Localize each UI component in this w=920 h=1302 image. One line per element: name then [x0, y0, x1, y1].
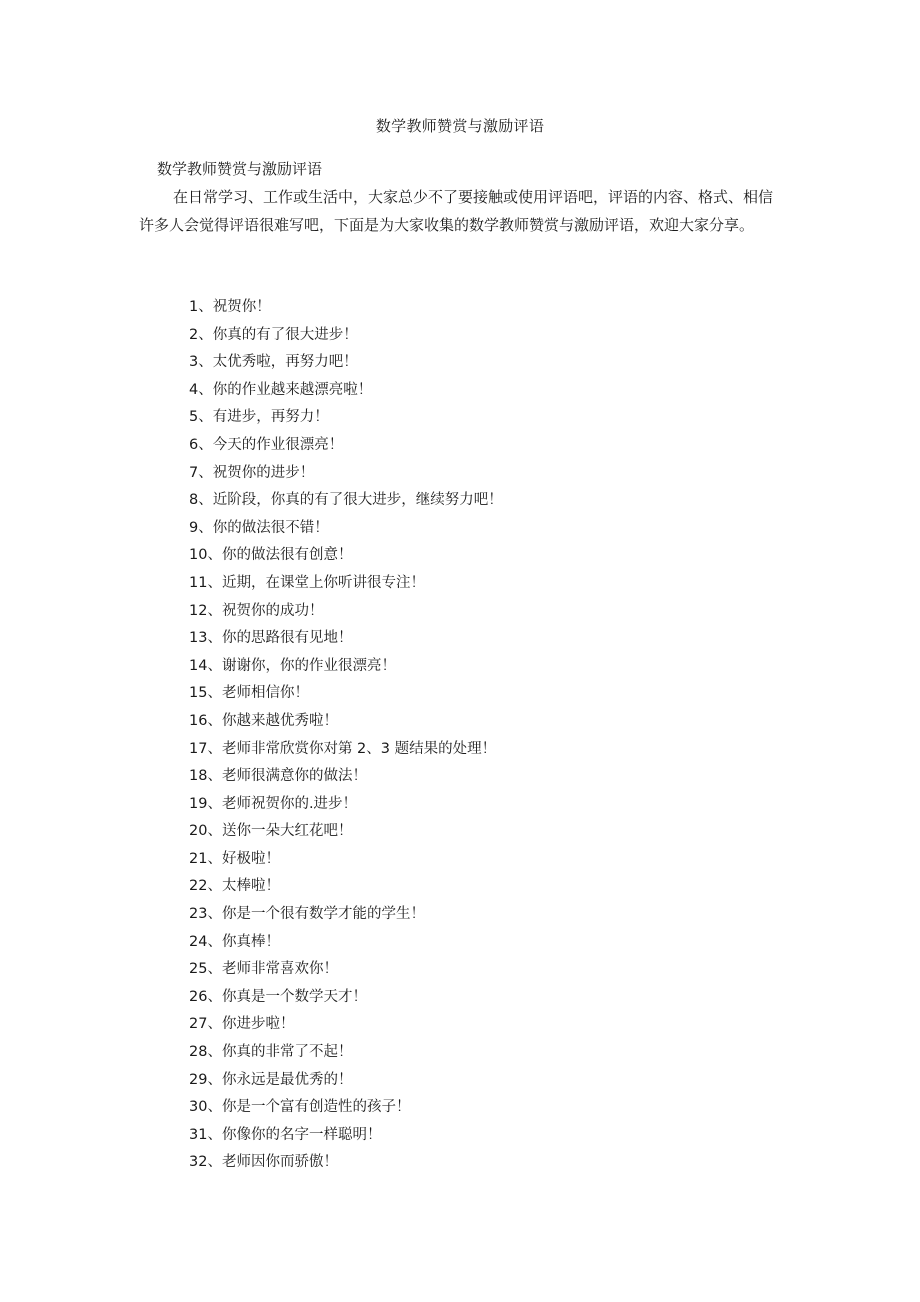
list-item-number: 5 — [189, 409, 199, 426]
list-item-text: 你真棒！ — [221, 933, 280, 950]
list-item-text: 你是一个富有创造性的孩子！ — [221, 1099, 411, 1116]
list-item-number: 21 — [189, 850, 208, 867]
list-item-number: 31 — [189, 1126, 208, 1143]
list-item-separator: 、 — [207, 574, 222, 591]
list-item-number: 24 — [189, 933, 208, 950]
list-item-separator: 、 — [198, 436, 213, 453]
list-item-number: 26 — [189, 988, 208, 1005]
list-item — [189, 846, 503, 874]
list-item-text: 老师因你而骄傲！ — [221, 1154, 338, 1171]
list-item-separator: 、 — [207, 1071, 222, 1088]
list-item-separator: 、 — [207, 740, 222, 757]
list-item-separator: 、 — [207, 602, 222, 619]
list-item-separator: 、 — [198, 354, 213, 371]
list-item-separator: 、 — [198, 519, 213, 536]
list-item-number: 9 — [189, 519, 199, 536]
list-item-number: 11 — [189, 574, 208, 591]
list-item — [189, 1149, 503, 1177]
list-item — [189, 1122, 503, 1150]
list-item-separator: 、 — [198, 492, 213, 509]
list-item-text: 祝贺你的进步！ — [212, 464, 315, 481]
list-item-text: 你真的非常了不起！ — [221, 1044, 353, 1061]
list-item-text: 好极啦！ — [221, 850, 280, 867]
list-item-number: 23 — [189, 906, 208, 923]
list-item-number: 16 — [189, 712, 208, 729]
list-item-separator: 、 — [207, 1154, 222, 1171]
list-item-text: 老师非常欣赏你对第 2、3 题结果的处理！ — [221, 740, 497, 757]
list-item — [189, 1094, 503, 1122]
list-item — [189, 653, 503, 681]
list-item-text: 你越来越优秀啦！ — [221, 712, 338, 729]
list-item-separator: 、 — [207, 988, 222, 1005]
list-item-separator: 、 — [207, 547, 222, 564]
list-item-text: 老师很满意你的做法！ — [221, 768, 367, 785]
list-item — [189, 570, 503, 598]
list-item-separator: 、 — [207, 850, 222, 867]
list-item — [189, 736, 503, 764]
list-item — [189, 432, 503, 460]
list-item-text: 你的做法很不错！ — [212, 519, 329, 536]
list-item-separator: 、 — [207, 685, 222, 702]
list-item — [189, 487, 503, 515]
list-item — [189, 460, 503, 488]
list-item-separator: 、 — [198, 464, 213, 481]
list-item-separator: 、 — [207, 1099, 222, 1116]
list-item — [189, 625, 503, 653]
list-item-text: 你是一个很有数学才能的学生！ — [221, 906, 425, 923]
list-item — [189, 377, 503, 405]
list-item — [189, 680, 503, 708]
list-item-text: 太优秀啦，再努力吧！ — [212, 354, 358, 371]
list-item-text: 老师非常喜欢你！ — [221, 961, 338, 978]
list-item — [189, 1067, 503, 1095]
list-item-separator: 、 — [207, 712, 222, 729]
list-item-text: 祝贺你的成功！ — [221, 602, 324, 619]
document-subtitle: 数学教师赞赏与激励评语 — [157, 160, 323, 178]
comment-list — [189, 294, 503, 1177]
page-title: 数学教师赞赏与激励评语 — [375, 117, 545, 135]
list-item-text: 祝贺你！ — [212, 299, 271, 315]
list-item-separator: 、 — [207, 961, 222, 978]
list-item-text: 今天的作业很漂亮！ — [212, 436, 344, 453]
list-item-number: 30 — [189, 1099, 208, 1116]
list-item — [189, 984, 503, 1012]
list-item-text: 你永远是最优秀的！ — [221, 1071, 353, 1088]
list-item-number: 28 — [189, 1044, 208, 1061]
list-item-number: 8 — [189, 492, 199, 509]
list-item-text: 近期，在课堂上你听讲很专注！ — [221, 574, 425, 591]
list-item-number: 18 — [189, 768, 208, 785]
list-item-text: 你真是一个数学天才！ — [221, 988, 367, 1005]
list-item-text: 你进步啦！ — [221, 1016, 295, 1033]
list-item-number: 25 — [189, 961, 208, 978]
list-item-number: 10 — [189, 547, 208, 564]
list-item-number: 2 — [189, 326, 199, 343]
list-item-separator: 、 — [207, 1044, 222, 1061]
list-item-separator: 、 — [207, 933, 222, 950]
list-item — [189, 929, 503, 957]
list-item-text: 太棒啦！ — [221, 878, 280, 895]
list-item-text: 送你一朵大红花吧！ — [221, 823, 353, 840]
list-item — [189, 515, 503, 543]
list-item-number: 29 — [189, 1071, 208, 1088]
list-item-number: 15 — [189, 685, 208, 702]
list-item-number: 32 — [189, 1154, 208, 1171]
list-item — [189, 763, 503, 791]
list-item — [189, 542, 503, 570]
list-item-text: 老师祝贺你的.进步！ — [221, 795, 358, 812]
list-item-text: 你的思路很有见地！ — [221, 630, 353, 647]
list-item-number: 12 — [189, 602, 208, 619]
list-item-number: 3 — [189, 354, 199, 371]
list-item-text: 你像你的名字一样聪明！ — [221, 1126, 382, 1143]
list-item-separator: 、 — [207, 823, 222, 840]
list-item-separator: 、 — [198, 299, 213, 315]
list-item-separator: 、 — [207, 878, 222, 895]
list-item-separator: 、 — [198, 326, 213, 343]
list-item — [189, 322, 503, 350]
list-item — [189, 349, 503, 377]
list-item — [189, 901, 503, 929]
list-item-text: 你的做法很有创意！ — [221, 547, 353, 564]
list-item-separator: 、 — [207, 1016, 222, 1033]
list-item — [189, 294, 503, 322]
list-item — [189, 708, 503, 736]
list-item — [189, 873, 503, 901]
intro-paragraph: 在日常学习、工作或生活中，大家总少不了要接触或使用评语吧，评语的内容、格式、相信许多人会觉得评语很难写吧，下面是为大家收集的数学教师赞赏与激励评语，欢迎大家分享。 — [139, 188, 774, 234]
list-item — [189, 598, 503, 626]
list-item-separator: 、 — [198, 381, 213, 398]
list-item-separator: 、 — [207, 795, 222, 812]
list-item-separator: 、 — [198, 409, 213, 426]
list-item-number: 19 — [189, 795, 208, 812]
list-item — [189, 791, 503, 819]
list-item-number: 7 — [189, 464, 199, 481]
list-item — [189, 1011, 503, 1039]
list-item-number: 14 — [189, 657, 208, 674]
list-item-separator: 、 — [207, 1126, 222, 1143]
list-item-number: 20 — [189, 823, 208, 840]
list-item-separator: 、 — [207, 906, 222, 923]
list-item — [189, 404, 503, 432]
list-item — [189, 818, 503, 846]
list-item-separator: 、 — [207, 768, 222, 785]
list-item-number: 27 — [189, 1016, 208, 1033]
list-item-text: 谢谢你，你的作业很漂亮！ — [221, 657, 396, 674]
list-item-text: 你真的有了很大进步！ — [212, 326, 358, 343]
list-item-number: 17 — [189, 740, 208, 757]
list-item — [189, 956, 503, 984]
list-item — [189, 1039, 503, 1067]
list-item-separator: 、 — [207, 657, 222, 674]
list-item-number: 22 — [189, 878, 208, 895]
list-item-text: 有进步，再努力！ — [212, 409, 329, 426]
list-item-number: 6 — [189, 436, 199, 453]
list-item-number: 4 — [189, 381, 199, 398]
list-item-text: 你的作业越来越漂亮啦！ — [212, 381, 373, 398]
list-item-number: 1 — [189, 299, 199, 315]
list-item-text: 老师相信你！ — [221, 685, 309, 702]
list-item-text: 近阶段，你真的有了很大进步，继续努力吧！ — [212, 492, 503, 509]
list-item-separator: 、 — [207, 630, 222, 647]
list-item-number: 13 — [189, 630, 208, 647]
